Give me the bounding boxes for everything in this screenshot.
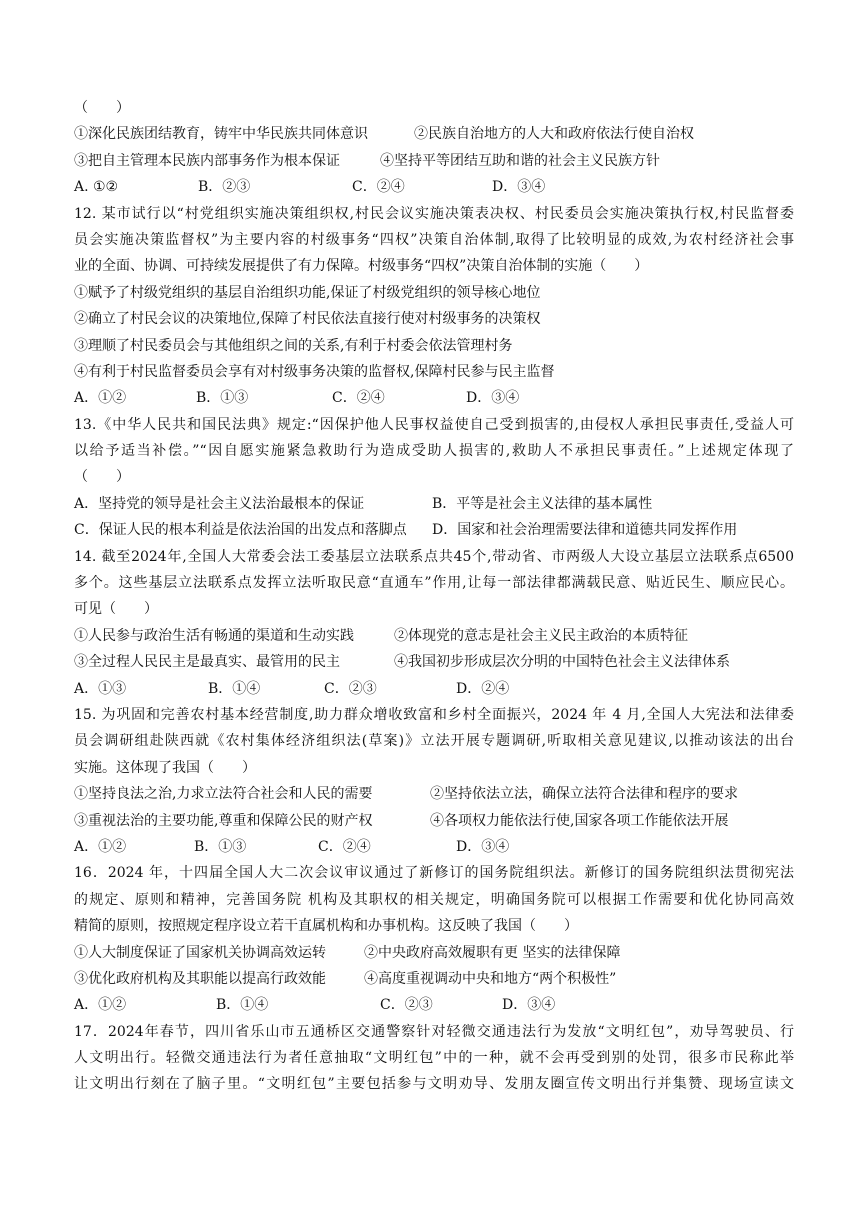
q11-option-c: C．②④ (352, 179, 405, 196)
q15-statement-4: ④各项权力能依法行使,国家各项工作能依法开展 (430, 812, 729, 829)
q16-statement-4: ④高度重视调动中央和地方“两个积极性” (364, 970, 617, 987)
q14-statement-3: ③全过程人民民主是最真实、最管用的民主 (74, 654, 340, 671)
q14-option-d: D．②④ (456, 680, 510, 697)
q14-stem-line-1: 14. 截至2024年,全国人大常委会法工委基层立法联系点共45个,带动省、市两级人大设立基层立法联系点6500 (74, 548, 794, 565)
q11-option-a: A. ①② (74, 179, 119, 196)
q15-options (74, 834, 794, 860)
q17-stem-line-2: 人文明出行。轻微交通违法行为者任意抽取“文明红包”中的一种，就不会再受到别的处罚，很多市民称此举 (74, 1050, 794, 1067)
q15-stem-line-1: 15. 为巩固和完善农村基本经营制度,助力群众增收致富和乡村全面振兴，2024 年 4 月,全国人大宪法和法律委 (74, 706, 794, 723)
q16-options (74, 992, 794, 1018)
q14-statement-1: ①人民参与政治生活有畅通的渠道和生动实践 (74, 627, 354, 644)
q13-stem-line-1: 13.《中华人民共和国民法典》规定:“因保护他人民事权益使自己受到损害的,由侵权人承担民事责任,受益人可 (74, 416, 794, 433)
q11-statement-4: ④坚持平等团结互助和谐的社会主义民族方针 (380, 152, 660, 169)
q14-options (74, 676, 794, 702)
q16-statement-1: ①人大制度保证了国家机关协调高效运转 (74, 944, 326, 961)
q11-options (74, 174, 794, 200)
exam-page (74, 95, 794, 1098)
q16-statement-2: ②中央政府高效履职有更 坚实的法律保障 (364, 944, 621, 961)
q13-options-row2 (74, 517, 794, 543)
q11-statement-2: ②民族自治地方的人大和政府依法行使自治权 (414, 126, 694, 143)
q16-option-a: A．①② (74, 997, 127, 1014)
q12-stem-line-1: 12. 某市试行以“村党组织实施决策组织权,村民会议实施决策表决权、村民委员会实施决策执行权,村民监督委 (74, 205, 794, 222)
q11-option-b: B．②③ (198, 179, 251, 196)
q14-statement-4: ④我国初步形成层次分明的中国特色社会主义法律体系 (394, 654, 730, 671)
q12-option-d: D．③④ (466, 390, 520, 407)
q17-stem-line-3: 让文明出行刻在了脑子里。“文明红包”主要包括参与文明劝导、发朋友圈宣传文明出行并集赞、现场宣读文 (74, 1076, 794, 1093)
q11-paren: （ ） (74, 100, 130, 116)
q15-statement-1: ①坚持良法之治,力求立法符合社会和人民的需要 (74, 786, 373, 803)
q11-statement-3: ③把自主管理本民族内部事务作为根本保证 (74, 152, 340, 169)
q15-statement-3: ③重视法治的主要功能,尊重和保障公民的财产权 (74, 812, 373, 829)
q15-statements-row1 (74, 781, 794, 807)
q16-option-c: C．②③ (380, 997, 433, 1014)
q13-stem-line-2: 以给予适当补偿。”“因自愿实施紧急救助行为造成受助人损害的,救助人不承担民事责任。”上述规定体现了 (74, 443, 794, 460)
q14-statements-row2 (74, 649, 794, 675)
q16-statements-row2 (74, 966, 794, 992)
q11-statements-row2 (74, 148, 794, 174)
q15-statement-2: ②坚持依法立法，确保立法符合法律和程序的要求 (430, 786, 738, 803)
q12-statement-4: ④有利于村民监督委员会享有对村级事务决策的监督权,保障村民参与民主监督 (74, 363, 555, 380)
q12-statement-1: ①赋予了村级党组织的基层自治组织功能,保证了村级党组织的领导核心地位 (74, 284, 541, 301)
q14-statement-2: ②体现党的意志是社会主义民主政治的本质特征 (394, 627, 688, 644)
q12-option-a: A．①② (74, 390, 127, 407)
q13-option-d: D．国家和社会治理需要法律和道德共同发挥作用 (432, 522, 738, 539)
q15-option-b: B．①③ (194, 838, 247, 855)
q15-stem-line-2: 员会调研组赴陕西就《农村集体经济组织法(草案)》立法开展专题调研,听取相关意见建议,以推动该法的出台 (74, 733, 794, 750)
q12-options (74, 385, 794, 411)
q14-option-b: B．①④ (208, 680, 261, 697)
q14-statements-row1 (74, 623, 794, 649)
q13-option-b: B．平等是社会主义法律的基本属性 (432, 495, 653, 512)
q16-option-b: B．①④ (216, 997, 269, 1014)
q12-option-b: B．①③ (196, 390, 249, 407)
q16-statement-3: ③优化政府机构及其职能以提高行政效能 (74, 970, 326, 987)
q15-option-a: A．①② (74, 838, 127, 855)
q12-statement-2: ②确立了村民会议的决策地位,保障了村民依法直接行使对村级事务的决策权 (74, 311, 541, 328)
q12-stem-line-2: 员会实施决策监督权”为主要内容的村级事务“四权”决策自治体制,取得了比较明显的成效,为农村经济社会事 (74, 231, 794, 248)
q14-stem-line-2: 多个。这些基层立法联系点发挥立法听取民意“直通车”作用,让每一部法律都满载民意、贴近民生、顺应民心。 (74, 575, 794, 592)
q11-statement-1: ①深化民族团结教育，铸牢中华民族共同体意识 (74, 126, 368, 143)
q12-stem-line-3: 业的全面、协调、可持续发展提供了有力保障。村级事务“四权”决策自治体制的实施（ ） (74, 258, 649, 275)
q15-statements-row2 (74, 808, 794, 834)
q16-stem-line-2: 的规定、原则和精神，完善国务院 机构及其职权的相关规定，明确国务院可以根据工作需要和优化协同高效 (74, 891, 794, 908)
q17-stem-line-1: 17．2024年春节，四川省乐山市五通桥区交通警察针对轻微交通违法行为发放“文明红包”，劝导驾驶员、行 (74, 1023, 794, 1040)
q15-option-c: C．②④ (318, 838, 371, 855)
q13-options-row1 (74, 491, 794, 517)
q15-option-d: D．③④ (456, 838, 510, 855)
q15-stem-line-3: 实施。这体现了我国（ ） (74, 759, 256, 776)
q13-option-a: A．坚持党的领导是社会主义法治最根本的保证 (74, 495, 365, 512)
q11-statements-row1 (74, 121, 794, 147)
q12-statement-3: ③理顺了村民委员会与其他组织之间的关系,有利于村委会依法管理村务 (74, 337, 513, 354)
q12-option-c: C．②④ (332, 390, 385, 407)
q14-option-a: A．①③ (74, 680, 127, 697)
q14-option-c: C．②③ (324, 680, 377, 697)
q16-statements-row1 (74, 940, 794, 966)
q16-stem-line-1: 16．2024 年，十四届全国人大二次会议审议通过了新修订的国务院组织法。新修订的国务院组织法贯彻宪法 (74, 865, 794, 882)
q16-stem-line-3: 精简的原则，按照规定程序设立若干直属机构和办事机构。这反映了我国（ ） (74, 918, 578, 935)
q13-option-c: C．保证人民的根本利益是依法治国的出发点和落脚点 (74, 522, 407, 539)
q11-option-d: D．③④ (492, 179, 546, 196)
q16-option-d: D．③④ (502, 997, 556, 1014)
q13-paren: （ ） (74, 469, 130, 486)
q14-stem-line-3: 可见（ ） (74, 601, 158, 618)
